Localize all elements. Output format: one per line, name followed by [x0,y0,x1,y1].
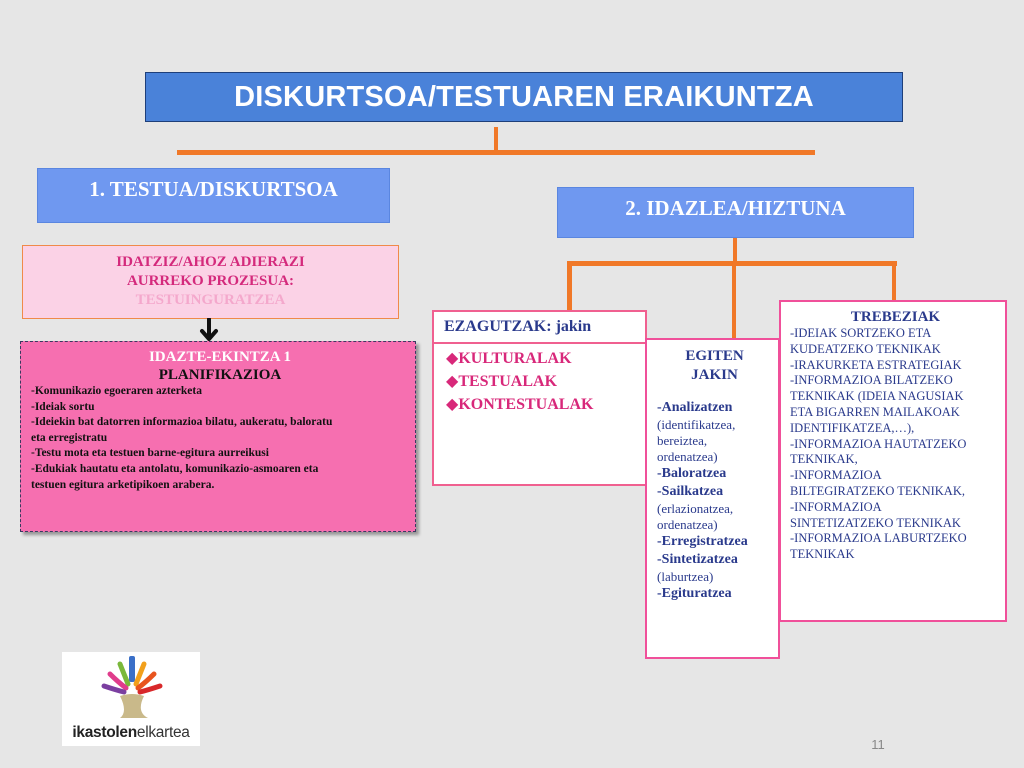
prozesua-box [22,245,399,319]
egiten-line: bereiztea, [657,433,708,448]
connector-top-bar [177,150,815,155]
ezagutzak-item: ◆KULTURALAK [446,350,572,367]
egiten-line: -Erregistratzea [657,534,748,549]
connector-right-stem [733,236,737,262]
trebeziak-line: TEKNIKAK (IDEIA NAGUSIAK [790,389,964,404]
idazte-ekintza-box [20,341,416,532]
ezagutzak-item: ◆TESTUALAK [446,373,558,390]
trebeziak-heading: TREBEZIAK [850,309,941,325]
egiten-line: (laburtzea) [657,569,714,584]
diamond-bullet-icon: ◆ [446,350,459,367]
egiten-line: -Sintetizatzea [657,552,738,567]
idazte-item: -Ideiak sortu [31,400,95,413]
planifikazioa-heading: PLANIFIKAZIOA [158,367,282,383]
logo-mark-icon [62,652,200,726]
trebeziak-line: -IRAKURKETA ESTRATEGIAK [790,357,962,372]
diamond-bullet-icon: ◆ [446,373,459,390]
egiten-line: (erlazionatzea, [657,501,734,516]
trebeziak-line: -INFORMAZIOA LABURTZEKO [790,531,967,546]
egiten-jakin-box [645,338,780,659]
trebeziak-line: -INFORMAZIOA [790,468,882,483]
trebeziak-line: SINTETIZATZEKO TEKNIKAK [790,515,961,530]
trebeziak-line: -INFORMAZIOA BILATZEKO [790,373,953,388]
ikastolen-elkartea-logo [62,652,200,746]
idazte-item: -Testu mota eta testuen barne-egitura aurreikusi [31,447,269,460]
egiten-line: -Baloratzea [657,466,727,481]
egiten-heading: EGITEN [685,348,744,364]
logo-text: ikastolenelkartea [72,724,190,741]
idazte-item: testuen egitura arketipikoen arabera. [31,478,215,491]
egiten-line: -Analizatzen [657,400,733,415]
connector-left-drop [567,261,572,311]
connector-right-drop [892,261,896,301]
egiten-line: -Egituratzea [657,586,732,601]
trebeziak-line: TEKNIKAK, [790,452,858,467]
trebeziak-line: -INFORMAZIOA HAUTATZEKO [790,436,967,451]
main-title: DISKURTSOA/TESTUAREN ERAIKUNTZA [145,72,903,122]
ezagutzak-heading: EZAGUTZAK: jakin [434,312,645,344]
trebeziak-line: BILTEGIRATZEKO TEKNIKAK, [790,483,965,498]
idazte-heading: IDAZTE-EKINTZA 1 [148,349,292,365]
egiten-line: ordenatzea) [657,517,718,532]
idazte-item: -Edukiak hautatu eta antolatu, komunikazio-asmoaren eta [31,462,319,475]
trebeziak-line: -INFORMAZIOA [790,499,882,514]
trebeziak-line: IDENTIFIKATZEA,…), [790,420,915,435]
prozesua-line2: AURREKO PROZESUA: [126,273,295,289]
branch-testua-box: 1. TESTUA/DISKURTSOA [37,168,390,223]
idazte-item: -Ideiekin bat datorren informazioa bilatu, aukeratu, baloratu [31,416,333,429]
egiten-line: (identifikatzea, [657,417,736,432]
trebeziak-box [779,300,1007,622]
idazte-item: -Komunikazio egoeraren azterketa [31,385,202,397]
branch-idazlea-box: 2. IDAZLEA/HIZTUNA [557,187,914,238]
ezagutzak-item: ◆KONTESTUALAK [446,396,594,413]
ezagutzak-box [432,310,647,486]
trebeziak-line: KUDEATZEKO TEKNIKAK [790,341,941,356]
trebeziak-line: ETA BIGARREN MAILAKOAK [790,404,960,419]
connector-mid-drop [732,261,736,339]
diamond-bullet-icon: ◆ [446,396,459,413]
idazte-item: eta erregistratu [31,431,108,444]
trebeziak-line: TEKNIKAK [790,547,855,562]
egiten-line: -Sailkatzea [657,484,724,499]
prozesua-line3: TESTUINGURATZEA [135,292,286,308]
trebeziak-line: -IDEIAK SORTZEKO ETA [790,326,932,340]
prozesua-line1: IDATZIZ/AHOZ ADIERAZI [116,254,305,270]
jakin-heading: JAKIN [691,367,738,383]
page-number: 11 [871,737,885,752]
egiten-line: ordenatzea) [657,449,718,464]
